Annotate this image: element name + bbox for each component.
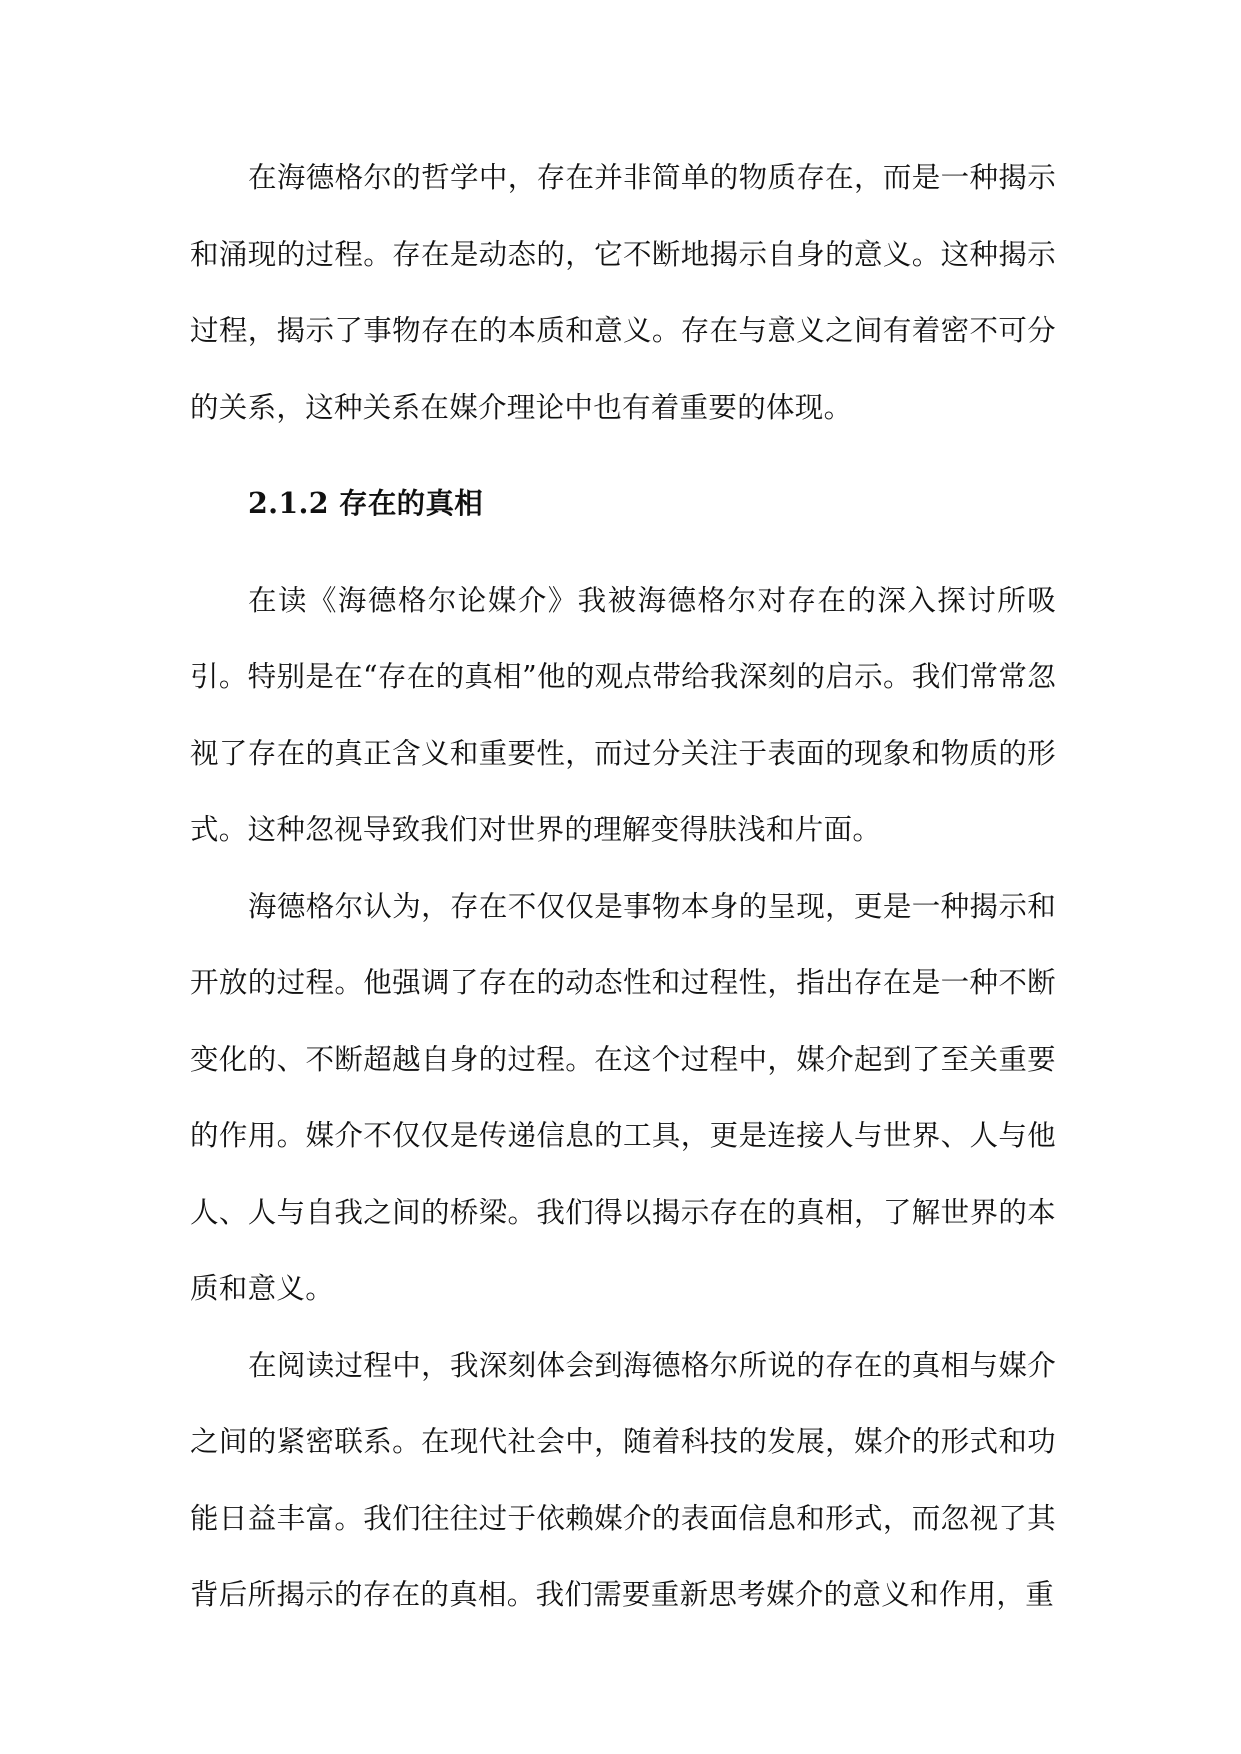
document-page [190,140,1056,1634]
paragraph-reading-heidegger: 在读《海德格尔论媒介》我被海德格尔对存在的深入探讨所吸引。特别是在“存在的真相”他的观点带给我深刻的启示。我们常常忽视了存在的真正含义和重要性，而过分关注于表面的现象和物质的形式。这种忽视导致我们对世界的理解变得肤浅和片面。 [190,583,1056,846]
section-heading: 2.1.2 存在的真相 [248,486,484,520]
paragraph-heidegger-view: 海德格尔认为，存在不仅仅是事物本身的呈现，更是一种揭示和开放的过程。他强调了存在的动态性和过程性，指出存在是一种不断变化的、不断超越自身的过程。在这个过程中，媒介起到了至关重要的作用。媒介不仅仅是传递信息的工具，更是连接人与世界、人与他人、人与自我之间的桥梁。我们得以揭示存在的真相，了解世界的本质和意义。 [190,889,1056,1305]
paragraph-being-and-meaning: 在海德格尔的哲学中，存在并非简单的物质存在，而是一种揭示和涌现的过程。存在是动态的，它不断地揭示自身的意义。这种揭示过程，揭示了事物存在的本质和意义。存在与意义之间有着密不可分的关系，这种关系在媒介理论中也有着重要的体现。 [190,161,1056,424]
paragraph-media-and-truth: 在阅读过程中，我深刻体会到海德格尔所说的存在的真相与媒介之间的紧密联系。在现代社会中，随着科技的发展，媒介的形式和功能日益丰富。我们往往过于依赖媒介的表面信息和形式，而忽视了其背后所揭示的存在的真相。我们需要重新思考媒介的意义和作用，重 [190,1348,1056,1611]
